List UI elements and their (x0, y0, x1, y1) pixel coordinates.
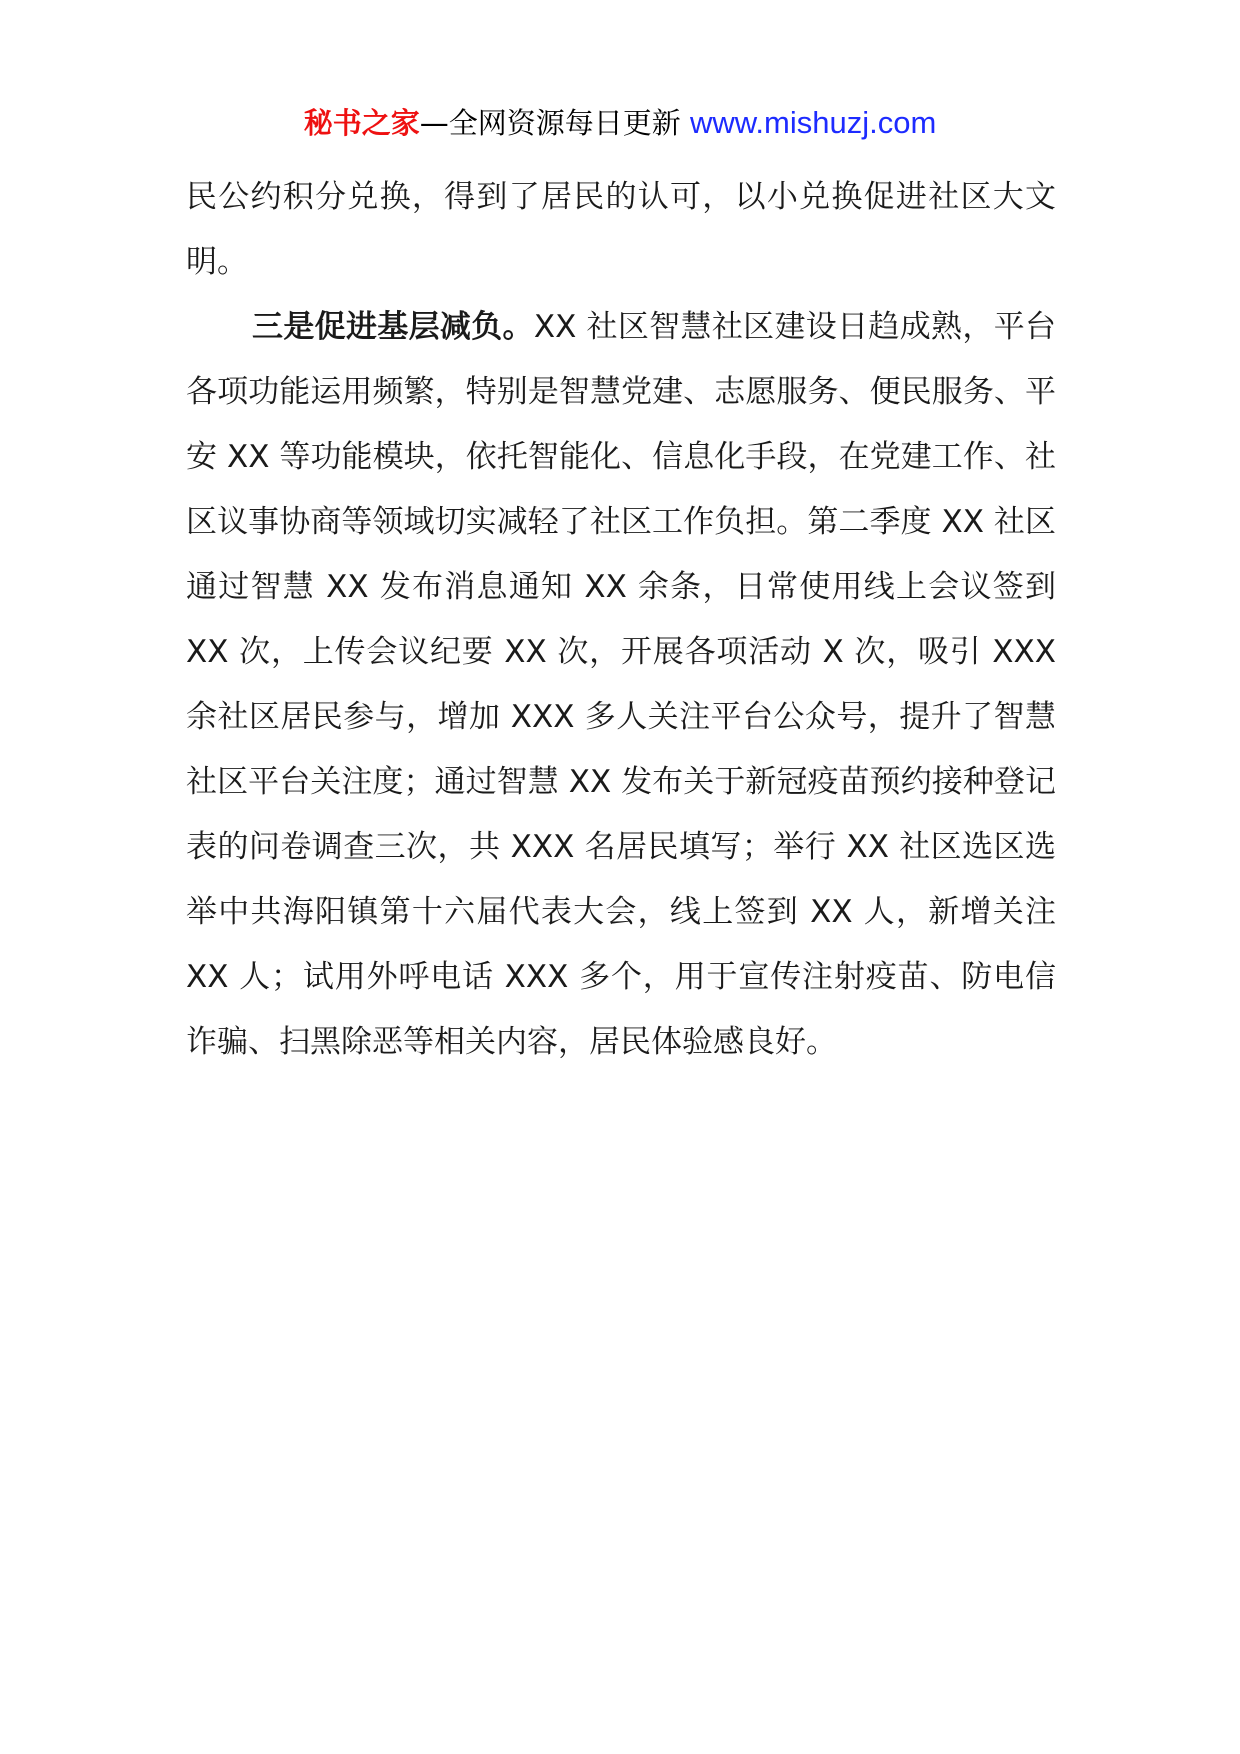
paragraph-text: XX 社区智慧社区建设日趋成熟，平台各项功能运用频繁，特别是智慧党建、志愿服务、便民服务、平安 XX 等功能模块，依托智能化、信息化手段，在党建工作、社区议事协商等领域切实减轻了社区工作负担。第二季度 XX 社区通过智慧 XX 发布消息通知 XX 余条，日常使用线上会议签到 XX 次，上传会议纪要 XX 次，开展各项活动 X 次，吸引 XXX 余社区居民参与，增加 XXX 多人关注平台公众号，提升了智慧社区平台关注度；通过智慧 XX 发布关于新冠疫苗预约接种登记表的问卷调查三次，共 XXX 名居民填写；举行 XX 社区选区选举中共海阳镇第十六届代表大会，线上签到 XX 人，新增关注 XX 人；试用外呼电话 XXX 多个，用于宣传注射疫苗、防电信诈骗、扫黑除恶等相关内容，居民体验感良好。 (186, 309, 1057, 1060)
brand-name: 秘书之家 (303, 106, 420, 140)
document-body (186, 165, 1056, 1075)
paragraph-section-three (186, 295, 1056, 1075)
paragraph-lead-heading: 三是促进基层减负。 (252, 309, 534, 345)
paragraph-text: 民公约积分兑换，得到了居民的认可，以小兑换促进社区大文明。 (186, 179, 1056, 280)
site-header (0, 103, 1240, 143)
site-url-link[interactable]: www.mishuzj.com (689, 105, 937, 140)
header-tagline: —全网资源每日更新 (419, 106, 690, 140)
paragraph-continuation (186, 165, 1056, 295)
